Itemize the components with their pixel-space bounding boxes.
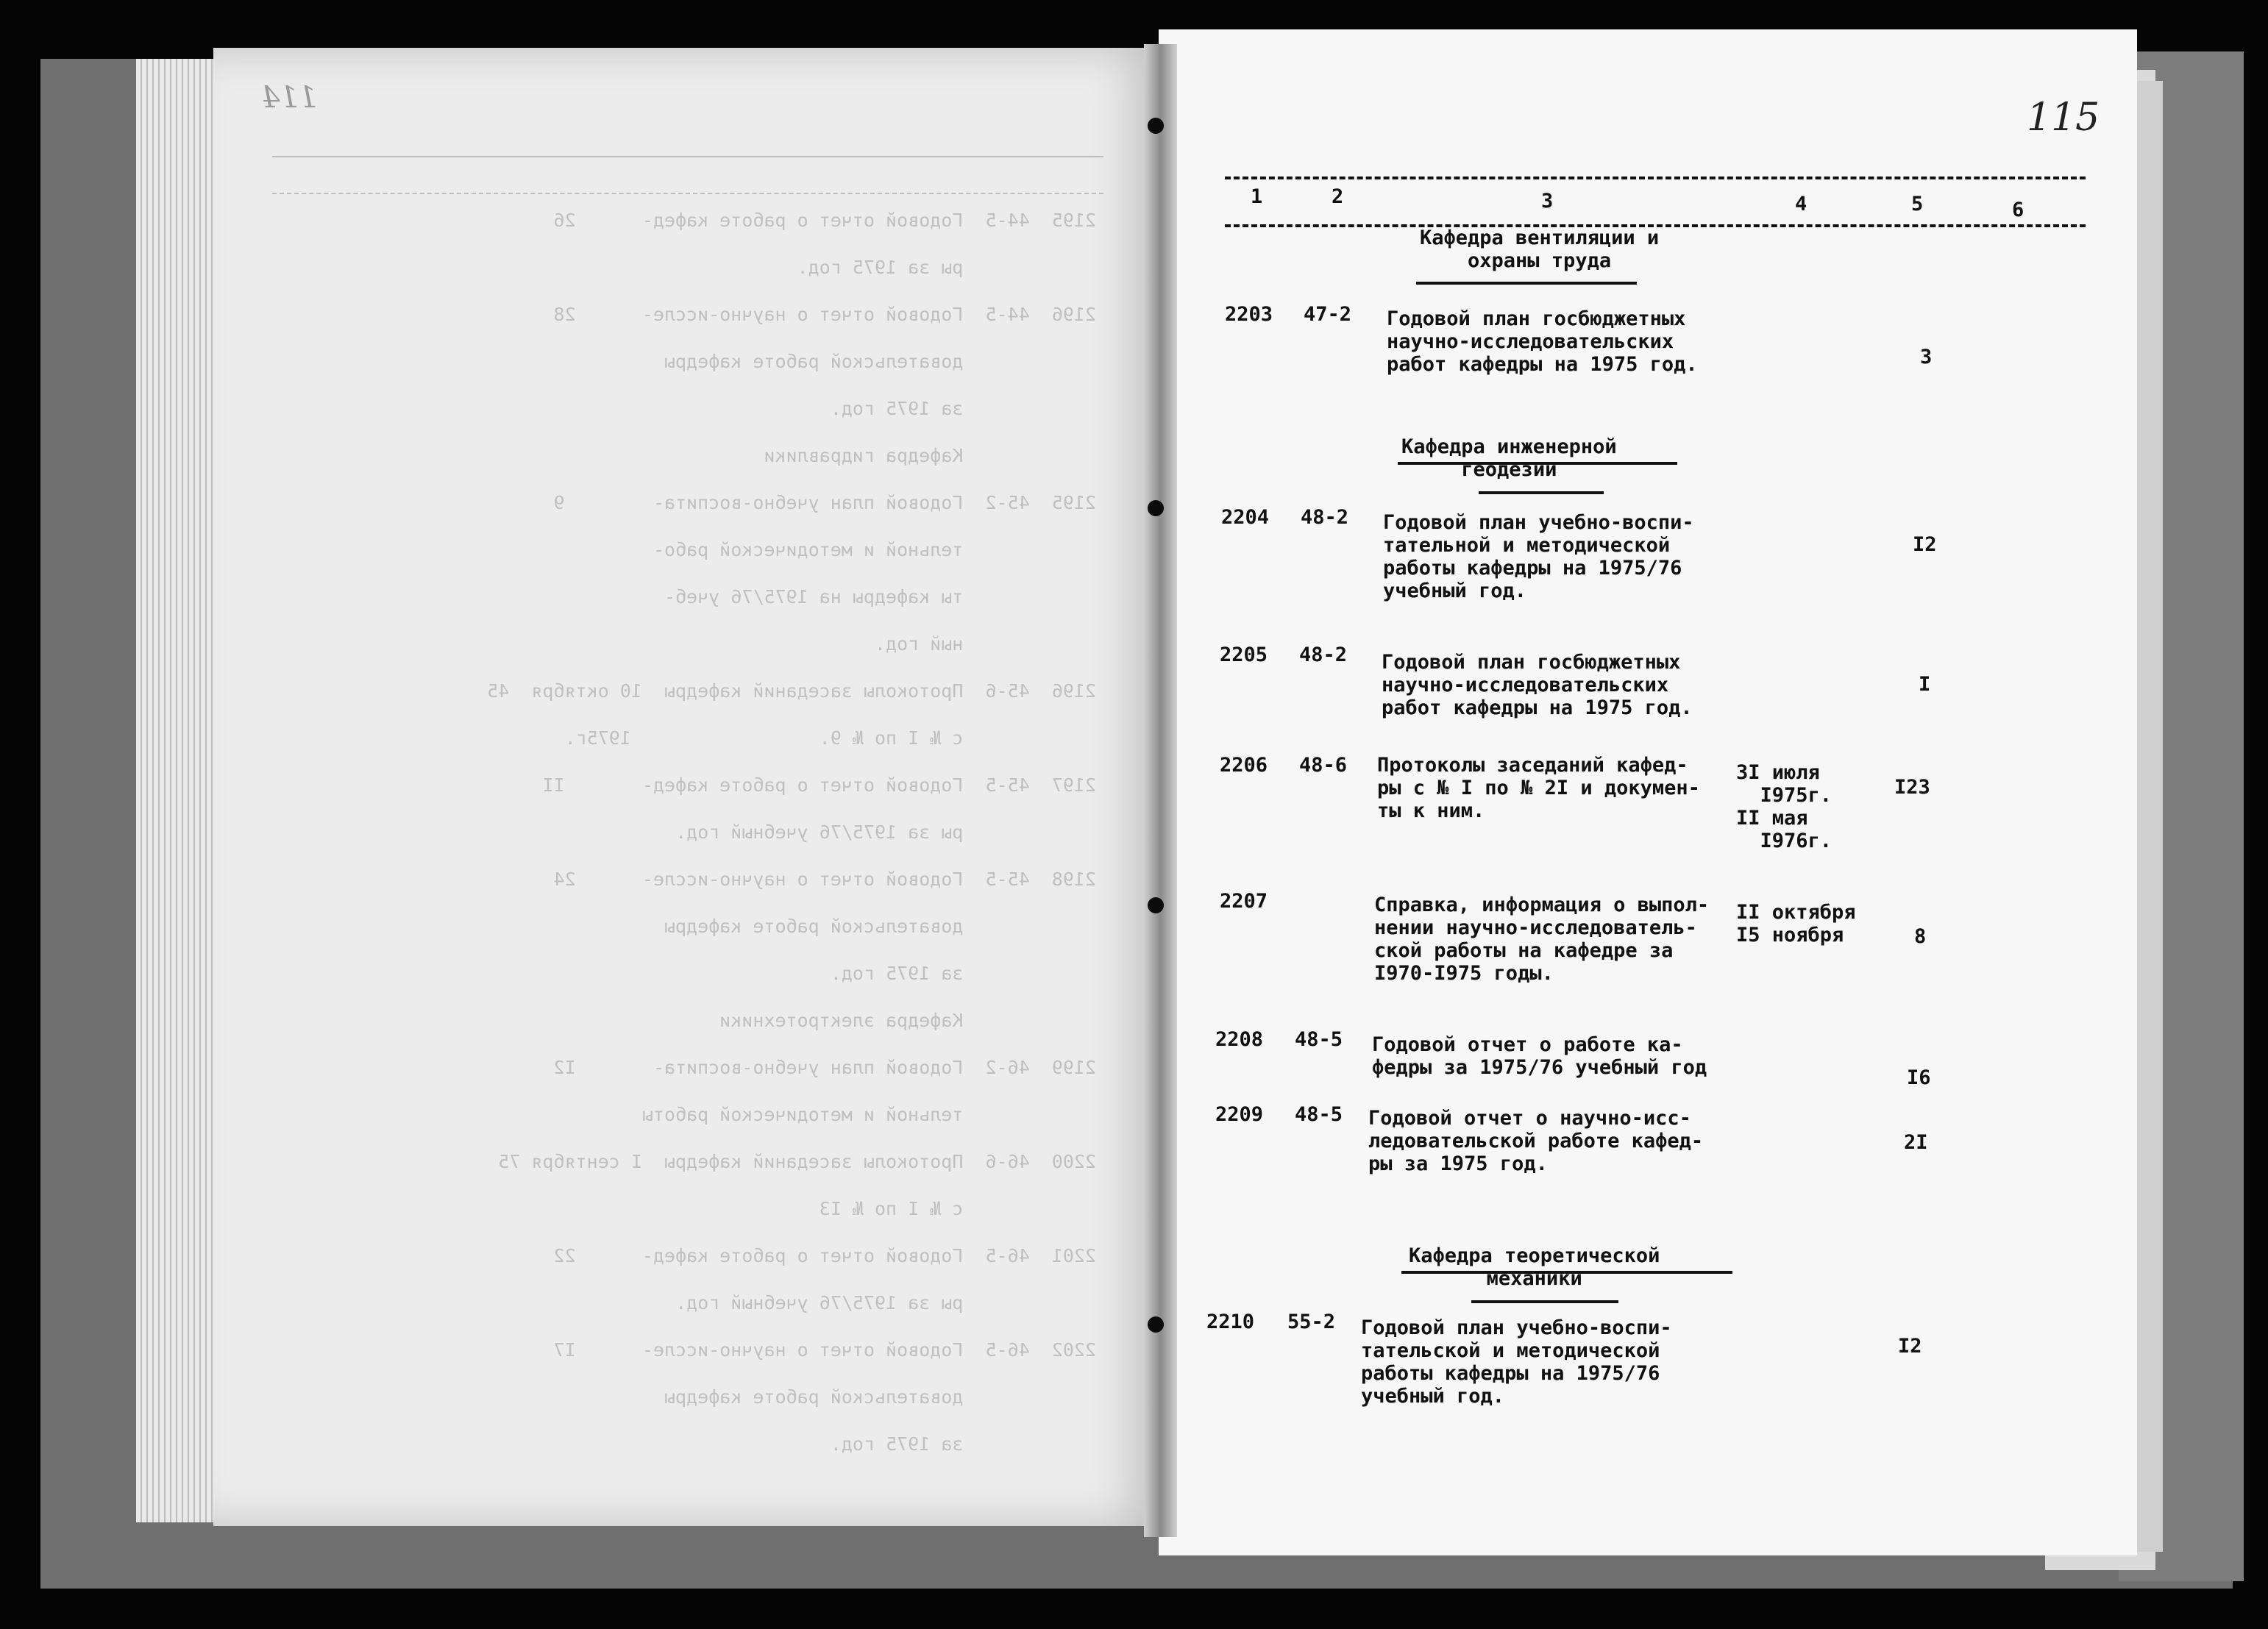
left-page-line: 2197 45-5 Годовой отчет о работе кафед- II (542, 774, 1096, 796)
col-header-1: 1 (1251, 185, 1263, 208)
case-index: 48-2 (1299, 644, 1348, 666)
col-header-2: 2 (1332, 185, 1344, 208)
case-title: Годовой план госбюджетных научно-исследовательских работ кафедры на 1975 год. (1387, 307, 1698, 376)
case-number: 2210 (1206, 1311, 1255, 1333)
left-page-line: 2202 46-5 Годовой отчет о научно-иссле- I7 (553, 1339, 1096, 1361)
case-dates: 3I июля I975г. II мая I976г. (1736, 761, 1832, 852)
case-number: 2203 (1225, 303, 1273, 326)
section-heading: Кафедра теоретической механики (1409, 1244, 1660, 1290)
header-rule (1225, 177, 2086, 179)
left-page-line: 2196 45-6 Протоколы заседаний кафедры 10 октября 45 (487, 680, 1096, 702)
case-sheets: I2 (1898, 1335, 1922, 1358)
left-page-line: Кафедра гидравлики (764, 445, 1096, 466)
case-index: 48-2 (1301, 506, 1349, 529)
case-sheets: I6 (1907, 1066, 1931, 1089)
left-page-line: за 1975 год. (830, 963, 1096, 984)
case-sheets: 3 (1920, 346, 1933, 368)
binding-hole (1148, 500, 1164, 516)
left-page-line: 2198 45-5 Годовой отчет о научно-иссле- 24 (553, 869, 1096, 890)
section-underline (1471, 1300, 1618, 1303)
section-heading: Кафедра инженерной геодезии (1401, 435, 1617, 481)
case-sheets: I (1919, 673, 1931, 696)
section-underline (1398, 462, 1677, 465)
section-underline (1416, 282, 1637, 285)
case-sheets: 8 (1914, 925, 1927, 948)
col-header-5: 5 (1911, 193, 1924, 215)
case-title: Справка, информация о выпол- нении научно-исследователь- ской работы на кафедре за I970-I975 годы. (1374, 894, 1710, 985)
left-page-line: довательской работе кафедры (664, 916, 1096, 937)
col-header-3: 3 (1541, 190, 1554, 213)
left-page-line: довательской работе кафедры (664, 351, 1096, 372)
case-title: Годовой план госбюджетных научно-исследовательских работ кафедры на 1975 год. (1382, 651, 1693, 719)
left-page-line: за 1975 год. (830, 398, 1096, 419)
binding-hole (1148, 1316, 1164, 1333)
left-page-line: ры за 1975/76 учебный год. (675, 1292, 1096, 1313)
case-sheets: I2 (1913, 533, 1937, 556)
left-page-line: довательской работе кафедры (664, 1386, 1096, 1408)
left-page-line: с № I по № I3 (819, 1198, 1096, 1219)
left-page-number: 114 (261, 81, 318, 115)
left-page-line: тельной и методической работы (641, 1104, 1096, 1125)
left-page-line: с № I по № 9. 1975г. (564, 727, 1096, 749)
case-index: 48-5 (1295, 1028, 1343, 1051)
left-page-line: 2195 44-5 Годовой отчет о работе кафед- 26 (553, 210, 1096, 231)
case-index: 47-2 (1304, 303, 1352, 326)
case-number: 2205 (1220, 644, 1268, 666)
left-page-line: тельной и методической рабо- (653, 539, 1096, 560)
left-page-line: 2201 46-5 Годовой отчет о работе кафед- 22 (553, 1245, 1096, 1266)
left-page-line: 2200 46-6 Протоколы заседаний кафедры I сентября 75 (498, 1151, 1096, 1172)
case-number: 2207 (1220, 890, 1268, 913)
case-index: 48-5 (1295, 1103, 1343, 1126)
case-title: Годовой отчет о научно-исс- ледовательской работе кафед- ры за 1975 год. (1368, 1107, 1704, 1175)
left-page-line: ты кафедры на 1975/76 учеб- (664, 586, 1096, 607)
case-number: 2209 (1215, 1103, 1264, 1126)
book-spine (1144, 44, 1177, 1537)
case-number: 2208 (1215, 1028, 1264, 1051)
left-page-line: 2196 44-5 Годовой отчет о научно-иссле- 28 (553, 304, 1096, 325)
case-title: Годовой отчет о работе ка- федры за 1975/76 учебный год (1372, 1033, 1707, 1079)
left-table-rule (272, 193, 1103, 194)
left-page-line: за 1975 год. (830, 1433, 1096, 1455)
left-page-line: Кафедра электротехники (719, 1010, 1096, 1031)
case-title: Протоколы заседаний кафед- ры с № I по № 2I и докумен- ты к ним. (1377, 754, 1700, 822)
col-header-6: 6 (2012, 199, 2025, 221)
left-table-rule (272, 156, 1103, 157)
case-title: Годовой план учебно-воспи- тательной и методической работы кафедры на 1975/76 учебный год. (1383, 511, 1694, 602)
left-page-line: ры за 1975/76 учебный год. (675, 821, 1096, 843)
page-number: 115 (2027, 96, 2100, 140)
case-sheets: 2I (1904, 1131, 1928, 1154)
binding-hole (1148, 897, 1164, 913)
case-title: Годовой план учебно-воспи- тательской и методической работы кафедры на 1975/76 учебный год. (1361, 1316, 1672, 1408)
case-number: 2206 (1220, 754, 1268, 777)
left-page-line: ный год. (874, 633, 1096, 655)
section-underline (1479, 491, 1604, 494)
section-heading: Кафедра вентиляции и охраны труда (1420, 227, 1660, 272)
section-underline (1401, 1271, 1732, 1274)
binding-hole (1148, 118, 1164, 134)
left-page-line: 2199 46-2 Годовой план учебно-воспита- I2 (553, 1057, 1096, 1078)
case-index: 55-2 (1287, 1311, 1336, 1333)
col-header-4: 4 (1795, 193, 1807, 215)
left-page-line: ры за 1975 год. (797, 257, 1096, 278)
left-page-line: 2195 45-2 Годовой план учебно-воспита- 9 (553, 492, 1096, 513)
case-sheets: I23 (1894, 776, 1930, 799)
case-number: 2204 (1221, 506, 1270, 529)
case-dates: II октября I5 ноября (1736, 901, 1856, 947)
case-index: 48-6 (1299, 754, 1348, 777)
